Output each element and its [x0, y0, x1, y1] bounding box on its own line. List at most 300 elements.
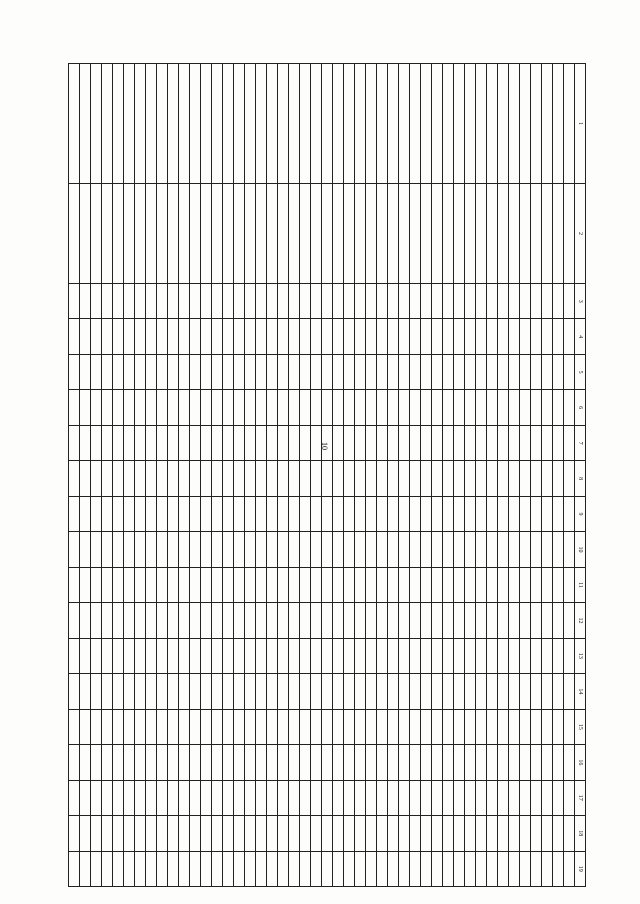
table-cell	[443, 674, 454, 709]
table-cell	[267, 184, 278, 284]
table-cell	[476, 390, 487, 425]
table-cell	[322, 709, 333, 744]
table-cell	[399, 319, 410, 354]
table-row	[278, 64, 289, 887]
table-cell	[344, 851, 355, 887]
table-cell	[300, 284, 311, 319]
table-cell	[212, 709, 223, 744]
table-cell	[410, 496, 421, 531]
table-cell	[179, 184, 190, 284]
table-row	[69, 64, 80, 887]
table-cell	[289, 851, 300, 887]
table-cell	[542, 532, 553, 567]
table-cell	[300, 64, 311, 184]
table-cell	[223, 390, 234, 425]
table-cell	[410, 64, 421, 184]
table-cell	[454, 64, 465, 184]
table-cell	[300, 674, 311, 709]
table-cell	[168, 816, 179, 851]
table-cell	[509, 319, 520, 354]
table-cell	[91, 390, 102, 425]
table-cell	[333, 532, 344, 567]
table-cell	[223, 780, 234, 815]
table-cell	[520, 567, 531, 602]
table-cell	[498, 496, 509, 531]
table-cell	[564, 603, 575, 638]
table-cell	[135, 461, 146, 496]
table-cell	[322, 425, 333, 460]
table-cell	[542, 184, 553, 284]
table-cell	[487, 496, 498, 531]
table-cell	[135, 638, 146, 673]
table-cell	[223, 184, 234, 284]
table-cell	[157, 184, 168, 284]
table-cell	[454, 532, 465, 567]
table-cell	[355, 390, 366, 425]
table-cell	[487, 780, 498, 815]
table-cell	[509, 354, 520, 389]
table-cell	[190, 709, 201, 744]
table-cell	[454, 567, 465, 602]
table-cell	[190, 390, 201, 425]
table-cell	[91, 64, 102, 184]
table-cell	[179, 780, 190, 815]
table-cell	[388, 284, 399, 319]
column-number: 7	[575, 425, 586, 460]
table-cell	[410, 532, 421, 567]
table-cell	[542, 354, 553, 389]
table-cell	[69, 354, 80, 389]
table-cell	[487, 354, 498, 389]
table-cell	[179, 284, 190, 319]
table-row	[80, 64, 91, 887]
column-number: 10	[575, 532, 586, 567]
table-cell	[69, 532, 80, 567]
table-cell	[553, 851, 564, 887]
table-cell	[80, 816, 91, 851]
table-cell	[278, 745, 289, 780]
table-cell	[333, 816, 344, 851]
column-number: 19	[575, 851, 586, 887]
table-cell	[157, 390, 168, 425]
table-cell	[465, 603, 476, 638]
table-cell	[355, 638, 366, 673]
table-cell	[278, 816, 289, 851]
table-cell	[377, 638, 388, 673]
table-cell	[113, 674, 124, 709]
table-cell	[531, 567, 542, 602]
table-cell	[69, 780, 80, 815]
table-cell	[366, 354, 377, 389]
table-cell	[179, 390, 190, 425]
table-cell	[498, 532, 509, 567]
table-cell	[289, 567, 300, 602]
table-cell	[377, 64, 388, 184]
table-cell	[212, 567, 223, 602]
table-cell	[388, 816, 399, 851]
column-number: 5	[575, 354, 586, 389]
table-row	[102, 64, 113, 887]
table-cell	[168, 745, 179, 780]
table-cell	[278, 674, 289, 709]
table-cell	[245, 851, 256, 887]
table-cell	[201, 638, 212, 673]
table-cell	[146, 567, 157, 602]
table-cell	[322, 638, 333, 673]
table-row	[399, 64, 410, 887]
table-cell	[80, 709, 91, 744]
table-cell	[278, 603, 289, 638]
table-cell	[278, 461, 289, 496]
table-cell	[399, 709, 410, 744]
table-cell	[157, 567, 168, 602]
table-cell	[487, 567, 498, 602]
table-cell	[322, 567, 333, 602]
table-cell	[399, 425, 410, 460]
table-cell	[377, 184, 388, 284]
table-cell	[443, 603, 454, 638]
table-cell	[91, 425, 102, 460]
table-cell	[300, 461, 311, 496]
table-cell	[311, 603, 322, 638]
table-cell	[102, 184, 113, 284]
table-row	[322, 64, 333, 887]
table-cell	[465, 461, 476, 496]
table-cell	[443, 319, 454, 354]
table-cell	[432, 851, 443, 887]
table-cell	[542, 674, 553, 709]
table-cell	[509, 64, 520, 184]
table-cell	[520, 354, 531, 389]
table-cell	[542, 780, 553, 815]
table-cell	[234, 319, 245, 354]
table-cell	[498, 319, 509, 354]
table-cell	[289, 638, 300, 673]
table-cell	[322, 780, 333, 815]
table-cell	[212, 425, 223, 460]
table-cell	[113, 851, 124, 887]
table-cell	[443, 496, 454, 531]
table-cell	[410, 354, 421, 389]
table-cell	[135, 496, 146, 531]
table-cell	[135, 319, 146, 354]
table-cell	[135, 674, 146, 709]
table-row	[179, 64, 190, 887]
table-cell	[102, 745, 113, 780]
table-cell	[454, 461, 465, 496]
table-cell	[168, 284, 179, 319]
table-cell	[432, 709, 443, 744]
table-cell	[201, 851, 212, 887]
table-cell	[333, 674, 344, 709]
table-cell	[234, 851, 245, 887]
table-cell	[520, 319, 531, 354]
table-cell	[212, 184, 223, 284]
table-cell	[80, 567, 91, 602]
table-cell	[476, 184, 487, 284]
table-cell	[223, 496, 234, 531]
table-cell	[69, 425, 80, 460]
table-cell	[366, 184, 377, 284]
table-cell	[80, 674, 91, 709]
table-cell	[355, 425, 366, 460]
table-cell	[168, 390, 179, 425]
table-cell	[421, 354, 432, 389]
table-cell	[465, 567, 476, 602]
table-cell	[366, 532, 377, 567]
table-cell	[553, 354, 564, 389]
table-cell	[157, 674, 168, 709]
table-cell	[531, 674, 542, 709]
table-cell	[278, 851, 289, 887]
table-cell	[410, 425, 421, 460]
table-cell	[366, 319, 377, 354]
table-cell	[245, 390, 256, 425]
table-cell	[69, 674, 80, 709]
table-cell	[168, 496, 179, 531]
table-cell	[157, 425, 168, 460]
table-cell	[509, 390, 520, 425]
table-cell	[135, 425, 146, 460]
table-row	[223, 64, 234, 887]
table-cell	[377, 816, 388, 851]
table-cell	[146, 603, 157, 638]
table-cell	[553, 64, 564, 184]
table-cell	[322, 532, 333, 567]
table-cell	[245, 284, 256, 319]
table-cell	[509, 780, 520, 815]
table-row	[355, 64, 366, 887]
table-cell	[201, 567, 212, 602]
table-cell	[366, 674, 377, 709]
table-cell	[377, 603, 388, 638]
table-cell	[146, 184, 157, 284]
table-cell	[311, 319, 322, 354]
table-cell	[322, 284, 333, 319]
column-number: 1	[575, 64, 586, 184]
table-cell	[157, 496, 168, 531]
table-cell	[355, 567, 366, 602]
table-cell	[355, 284, 366, 319]
table-cell	[69, 709, 80, 744]
table-cell	[333, 390, 344, 425]
table-cell	[311, 532, 322, 567]
table-cell	[256, 461, 267, 496]
table-cell	[344, 709, 355, 744]
table-cell	[355, 184, 366, 284]
table-cell	[377, 567, 388, 602]
table-cell	[520, 603, 531, 638]
table-cell	[91, 284, 102, 319]
table-cell	[421, 425, 432, 460]
table-cell	[146, 284, 157, 319]
table-cell	[531, 319, 542, 354]
table-cell	[509, 496, 520, 531]
table-cell	[388, 319, 399, 354]
table-cell	[212, 816, 223, 851]
table-cell	[421, 709, 432, 744]
table-cell	[410, 674, 421, 709]
table-cell	[69, 638, 80, 673]
table-cell	[366, 567, 377, 602]
table-cell	[465, 319, 476, 354]
table-cell	[432, 496, 443, 531]
table-cell	[146, 354, 157, 389]
table-cell	[476, 709, 487, 744]
table-cell	[465, 390, 476, 425]
table-cell	[399, 603, 410, 638]
table-cell	[124, 496, 135, 531]
table-cell	[432, 780, 443, 815]
table-cell	[212, 64, 223, 184]
table-cell	[498, 284, 509, 319]
table-cell	[102, 64, 113, 184]
table-cell	[179, 603, 190, 638]
table-cell	[366, 780, 377, 815]
table-cell	[476, 603, 487, 638]
table-cell	[201, 184, 212, 284]
table-cell	[113, 638, 124, 673]
table-cell	[498, 638, 509, 673]
table-cell	[157, 745, 168, 780]
table-cell	[377, 851, 388, 887]
table-cell	[234, 532, 245, 567]
table-cell	[344, 354, 355, 389]
table-cell	[366, 461, 377, 496]
table-row	[333, 64, 344, 887]
table-row	[267, 64, 278, 887]
table-cell	[102, 532, 113, 567]
table-cell	[487, 532, 498, 567]
table-cell	[157, 284, 168, 319]
table-cell	[388, 674, 399, 709]
table-cell	[443, 64, 454, 184]
table-cell	[454, 674, 465, 709]
table-cell	[410, 284, 421, 319]
table-cell	[553, 816, 564, 851]
table-cell	[135, 567, 146, 602]
table-cell	[256, 709, 267, 744]
table-cell	[509, 816, 520, 851]
table-cell	[223, 638, 234, 673]
table-cell	[377, 674, 388, 709]
table-row	[553, 64, 564, 887]
table-row	[135, 64, 146, 887]
table-cell	[69, 461, 80, 496]
table-row	[344, 64, 355, 887]
table-cell	[476, 284, 487, 319]
table-cell	[289, 816, 300, 851]
table-cell	[344, 496, 355, 531]
table-cell	[102, 390, 113, 425]
table-cell	[157, 461, 168, 496]
table-cell	[454, 319, 465, 354]
table-row	[212, 64, 223, 887]
table-cell	[465, 709, 476, 744]
table-cell	[300, 780, 311, 815]
table-cell	[113, 709, 124, 744]
table-cell	[553, 319, 564, 354]
table-row	[289, 64, 300, 887]
table-cell	[201, 284, 212, 319]
table-cell	[553, 603, 564, 638]
table-cell	[322, 319, 333, 354]
table-cell	[212, 390, 223, 425]
table-cell	[113, 780, 124, 815]
table-cell	[212, 674, 223, 709]
table-cell	[124, 390, 135, 425]
table-cell	[344, 319, 355, 354]
table-cell	[443, 390, 454, 425]
table-cell	[421, 461, 432, 496]
table-cell	[421, 851, 432, 887]
table-cell	[465, 284, 476, 319]
table-cell	[135, 64, 146, 184]
table-cell	[432, 745, 443, 780]
table-cell	[267, 354, 278, 389]
table-cell	[443, 354, 454, 389]
table-cell	[432, 64, 443, 184]
table-cell	[278, 532, 289, 567]
table-cell	[245, 780, 256, 815]
table-cell	[157, 354, 168, 389]
table-cell	[410, 816, 421, 851]
table-cell	[421, 390, 432, 425]
table-cell	[509, 674, 520, 709]
table-cell	[443, 638, 454, 673]
table-cell	[311, 64, 322, 184]
table-cell	[454, 851, 465, 887]
table-cell	[421, 780, 432, 815]
table-cell	[520, 64, 531, 184]
table-cell	[223, 567, 234, 602]
table-cell	[190, 532, 201, 567]
table-cell	[476, 64, 487, 184]
table-cell	[443, 567, 454, 602]
table-cell	[168, 64, 179, 184]
table-cell	[179, 354, 190, 389]
table-cell	[553, 184, 564, 284]
table-cell	[311, 638, 322, 673]
table-cell	[135, 184, 146, 284]
table-cell	[311, 709, 322, 744]
table-cell	[91, 184, 102, 284]
table-cell	[564, 354, 575, 389]
table-cell	[377, 319, 388, 354]
table-cell	[465, 64, 476, 184]
table-row	[388, 64, 399, 887]
table-cell	[201, 603, 212, 638]
table-cell	[179, 319, 190, 354]
table-cell	[487, 184, 498, 284]
table-cell	[168, 851, 179, 887]
table-cell	[300, 745, 311, 780]
table-cell	[135, 816, 146, 851]
table-row	[245, 64, 256, 887]
table-cell	[190, 425, 201, 460]
table-cell	[135, 603, 146, 638]
table-cell	[80, 638, 91, 673]
table-cell	[465, 496, 476, 531]
column-number: 2	[575, 184, 586, 284]
table-cell	[421, 284, 432, 319]
table-cell	[421, 745, 432, 780]
table-cell	[410, 851, 421, 887]
table-cell	[377, 354, 388, 389]
table-cell	[531, 709, 542, 744]
table-cell	[278, 567, 289, 602]
table-cell	[124, 780, 135, 815]
